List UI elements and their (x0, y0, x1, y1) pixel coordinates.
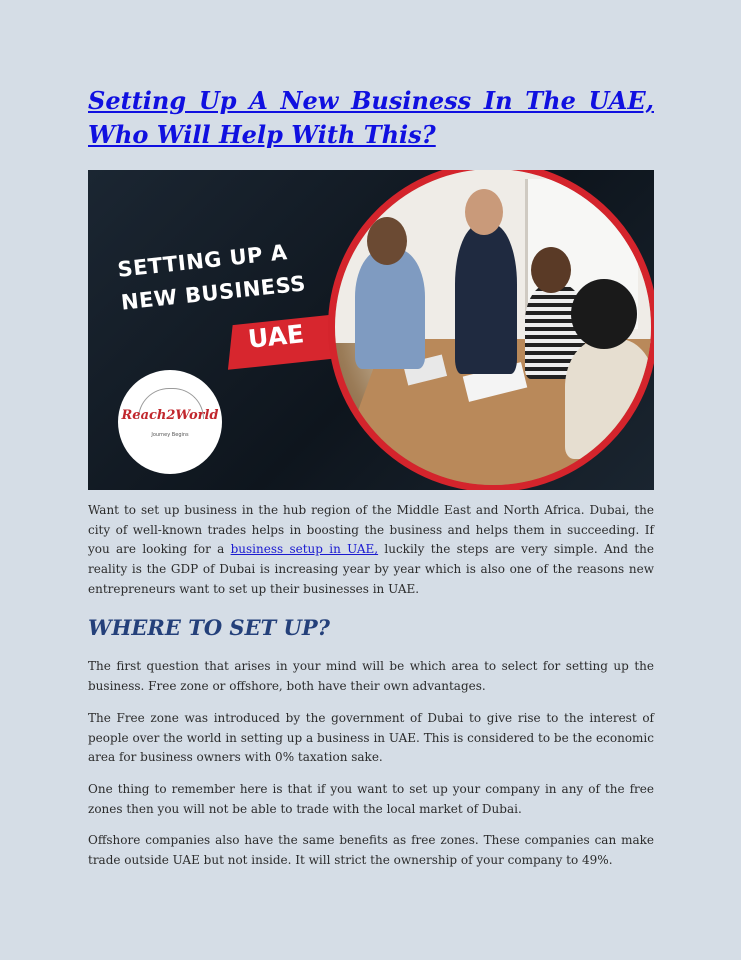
paragraph-free-zone: The Free zone was introduced by the government of Dubai to give rise to the interest of people over the world in setting up a business in UAE. This is considered to be the economic area for business owners with 0% taxation sake. (88, 711, 654, 765)
page-title[interactable]: Setting Up A New Business In The UAE, Who Will Help With This? (88, 86, 654, 149)
photo-person-front-head (571, 279, 637, 349)
photo-person-left (355, 249, 425, 369)
photo-person-standing-head (465, 189, 503, 235)
photo-person-striped-head (531, 247, 571, 293)
business-meeting-photo (328, 170, 654, 490)
photo-person-standing (455, 224, 517, 374)
business-setup-link[interactable]: business setup in UAE, (230, 542, 379, 557)
photo-person-left-head (367, 217, 407, 265)
intro-text-before: Want to set up business in the hub region of the Middle East and North Africa. Dubai, the city of well-known trades helps in boosting the business and helps them in succeeding. If you are looking for a (88, 503, 654, 557)
banner-line-1: SETTING UP A (116, 240, 289, 282)
logo-tagline: Journey Begins (151, 432, 189, 438)
section-heading: WHERE TO SET UP? (88, 615, 330, 640)
banner-headline (116, 232, 332, 320)
intro-text-after: luckily the steps are very simple. And the reality is the GDP of Dubai is increasing year by year which is also one of the reasons new entrepreneurs want to set up their businesses in UAE. (88, 542, 654, 596)
paragraph-offshore: Offshore companies also have the same benefits as free zones. These companies can make trade outside UAE but not inside. It will strict the ownership of your company to 49%. (88, 833, 654, 867)
intro-paragraph (88, 501, 654, 600)
paragraph-area-question: The first question that arises in your mind will be which area to select for setting up the business. Free zone or offshore, both have their own advantages. (88, 659, 654, 693)
company-logo (118, 370, 222, 474)
logo-name: Reach2World (121, 408, 219, 423)
banner-line-2: NEW BUSINESS (119, 271, 307, 315)
hero-banner (88, 170, 654, 490)
photo-person-front (565, 339, 654, 459)
uae-tag-label: UAE (246, 319, 306, 354)
paragraph-local-market: One thing to remember here is that if you want to set up your company in any of the free zones then you will not be able to trade with the local market of Dubai. (88, 782, 654, 816)
